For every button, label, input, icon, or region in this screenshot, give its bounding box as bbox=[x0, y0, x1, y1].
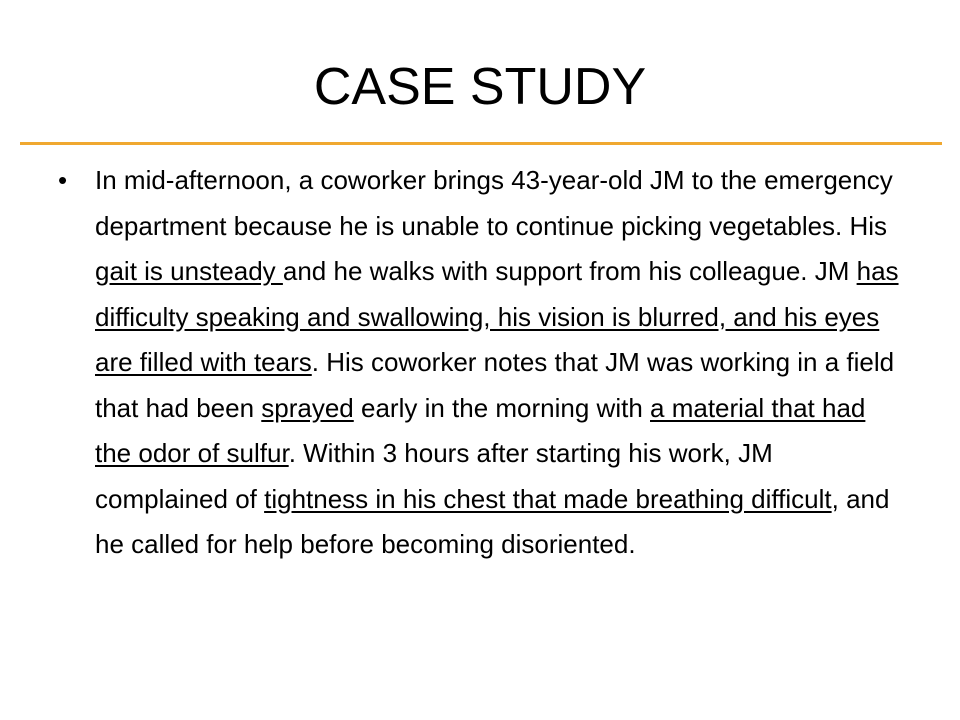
paragraph-text: early in the morning with bbox=[353, 392, 651, 423]
underlined-phrase-symptoms: has difficulty speaking and swallowing, his vision is blurred, and his eyes are filled with tears bbox=[95, 256, 899, 377]
bullet-item bbox=[56, 158, 906, 568]
underlined-phrase-sulfur: a material that had the odor of sulfur bbox=[95, 392, 866, 468]
underlined-phrase-chest: tightness in his chest that made breathing difficult bbox=[264, 483, 832, 514]
paragraph-text: In mid-afternoon, a coworker brings 43-year-old JM to the emergency department because he is unable to continue picking vegetables. His bbox=[95, 165, 893, 241]
bullet-icon: • bbox=[58, 165, 68, 195]
bullet-list bbox=[56, 158, 906, 568]
case-paragraph bbox=[95, 165, 899, 559]
paragraph-text: , and he called for help before becoming disoriented. bbox=[95, 483, 890, 559]
title-divider bbox=[20, 142, 942, 145]
paragraph-text: . His coworker notes that JM was working in a field that had been bbox=[95, 347, 895, 423]
underlined-phrase-gait: gait is unsteady bbox=[95, 256, 283, 286]
paragraph-text: and he walks with support from his colleague. JM bbox=[282, 256, 857, 286]
slide-title: CASE STUDY bbox=[313, 58, 647, 116]
underlined-phrase-sprayed: sprayed bbox=[261, 392, 354, 423]
paragraph-text: . Within 3 hours after starting his work, JM complained of bbox=[95, 438, 773, 514]
